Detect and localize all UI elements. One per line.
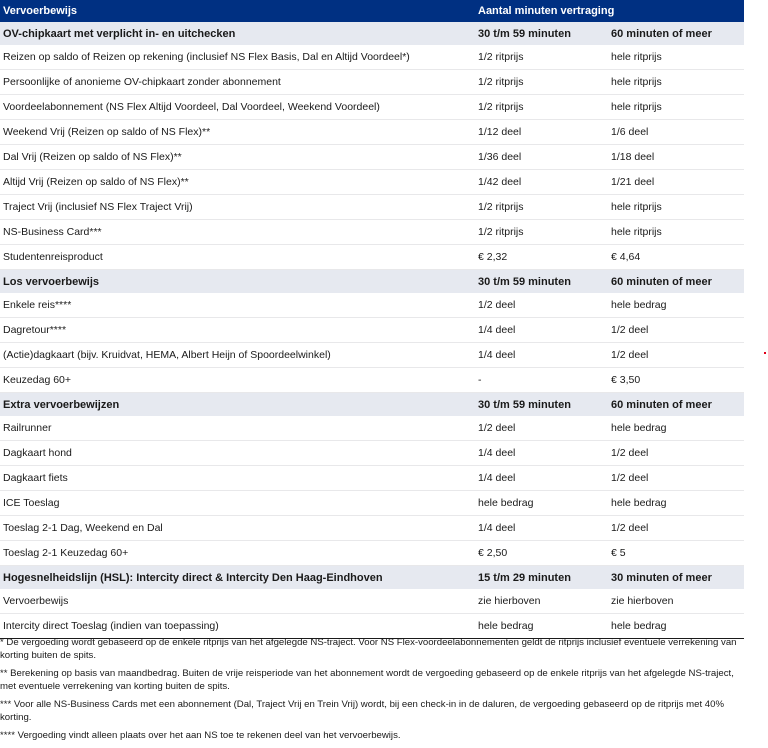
value-col-b: € 5: [608, 541, 744, 566]
row-label: Studentenreisproduct: [0, 245, 475, 270]
value-col-a: -: [475, 368, 608, 393]
row-label: Traject Vrij (inclusief NS Flex Traject Vrij): [0, 195, 475, 220]
value-col-a: 1/2 deel: [475, 416, 608, 441]
table-row: [0, 145, 744, 170]
row-label: NS-Business Card***: [0, 220, 475, 245]
row-label: Weekend Vrij (Reizen op saldo of NS Flex)**: [0, 120, 475, 145]
section-title: Extra vervoerbewijzen: [0, 393, 475, 417]
value-col-a: 1/4 deel: [475, 466, 608, 491]
value-col-a: 1/2 deel: [475, 293, 608, 318]
section-title: Hogesnelheidslijn (HSL): Intercity direct & Intercity Den Haag-Eindhoven: [0, 566, 475, 590]
table-row: [0, 195, 744, 220]
table-row: [0, 466, 744, 491]
value-col-b: hele bedrag: [608, 614, 744, 639]
table-row: [0, 293, 744, 318]
value-col-a: 1/4 deel: [475, 516, 608, 541]
row-label: ICE Toeslag: [0, 491, 475, 516]
value-col-a: zie hierboven: [475, 589, 608, 614]
value-col-b: 1/21 deel: [608, 170, 744, 195]
value-col-a: hele bedrag: [475, 614, 608, 639]
footnote-2: ** Berekening op basis van maandbedrag. Buiten de vrije reisperiode van het abonnement wordt de vergoeding gebaseerd op de enkele ritprijs van het afgelegde NS-traject, met eventuele verrekening van korting buiten de spits.: [0, 668, 734, 692]
row-label: Toeslag 2-1 Keuzedag 60+: [0, 541, 475, 566]
section-col-b: 60 minuten of meer: [608, 393, 744, 417]
value-col-b: € 3,50: [608, 368, 744, 393]
row-label: (Actie)dagkaart (bijv. Kruidvat, HEMA, Albert Heijn of Spoordeelwinkel): [0, 343, 475, 368]
row-label: Dagkaart fiets: [0, 466, 475, 491]
value-col-a: 1/4 deel: [475, 318, 608, 343]
section-header-row: [0, 566, 744, 590]
section-header-row: [0, 270, 744, 294]
value-col-a: 1/2 ritprijs: [475, 45, 608, 70]
row-label: Dagretour****: [0, 318, 475, 343]
section-header-row: [0, 22, 744, 45]
row-label: Keuzedag 60+: [0, 368, 475, 393]
value-col-a: € 2,50: [475, 541, 608, 566]
row-label: Toeslag 2-1 Dag, Weekend en Dal: [0, 516, 475, 541]
table-row: [0, 516, 744, 541]
footnote-4: **** Vergoeding vindt alleen plaats over het aan NS toe te rekenen deel van het vervoerbewijs.: [0, 730, 401, 741]
row-label: Altijd Vrij (Reizen op saldo of NS Flex)**: [0, 170, 475, 195]
section-title: OV-chipkaart met verplicht in- en uitchecken: [0, 22, 475, 45]
value-col-b: hele bedrag: [608, 416, 744, 441]
value-col-b: 1/2 deel: [608, 466, 744, 491]
row-label: Reizen op saldo of Reizen op rekening (inclusief NS Flex Basis, Dal en Altijd Voordeel*): [0, 45, 475, 70]
value-col-b: 1/2 deel: [608, 318, 744, 343]
section-header-row: [0, 393, 744, 417]
value-col-a: 1/36 deel: [475, 145, 608, 170]
table-row: [0, 318, 744, 343]
row-label: Intercity direct Toeslag (indien van toepassing): [0, 614, 475, 639]
row-label: Enkele reis****: [0, 293, 475, 318]
value-col-b: hele bedrag: [608, 491, 744, 516]
value-col-b: 1/18 deel: [608, 145, 744, 170]
table-row: [0, 170, 744, 195]
stray-red-dot: [764, 352, 766, 354]
value-col-a: 1/2 ritprijs: [475, 95, 608, 120]
table-row: [0, 95, 744, 120]
section-col-b: 60 minuten of meer: [608, 270, 744, 294]
value-col-a: 1/12 deel: [475, 120, 608, 145]
value-col-a: 1/4 deel: [475, 343, 608, 368]
header-label: Vervoerbewijs: [0, 0, 475, 22]
section-col-a: 30 t/m 59 minuten: [475, 270, 608, 294]
table-header-row: [0, 0, 744, 22]
table-row: [0, 368, 744, 393]
value-col-a: 1/2 ritprijs: [475, 70, 608, 95]
value-col-a: 1/2 ritprijs: [475, 220, 608, 245]
value-col-b: € 4,64: [608, 245, 744, 270]
value-col-b: hele ritprijs: [608, 45, 744, 70]
section-title: Los vervoerbewijs: [0, 270, 475, 294]
row-label: Dal Vrij (Reizen op saldo of NS Flex)**: [0, 145, 475, 170]
value-col-b: 1/2 deel: [608, 343, 744, 368]
value-col-b: hele ritprijs: [608, 195, 744, 220]
table-row: [0, 541, 744, 566]
value-col-a: 1/42 deel: [475, 170, 608, 195]
table-row: [0, 45, 744, 70]
section-col-b: 30 minuten of meer: [608, 566, 744, 590]
section-col-b: 60 minuten of meer: [608, 22, 744, 45]
section-col-a: 30 t/m 59 minuten: [475, 22, 608, 45]
row-label: Persoonlijke of anonieme OV-chipkaart zonder abonnement: [0, 70, 475, 95]
footnote-1: * De vergoeding wordt gebaseerd op de enkele ritprijs van het afgelegde NS-traject. Voor NS Flex-voordeelabonnementen geldt de ritprijs inclusief eventuele verrekening van korting buiten de spits.: [0, 637, 737, 661]
value-col-a: 1/2 ritprijs: [475, 195, 608, 220]
value-col-b: hele ritprijs: [608, 220, 744, 245]
table-row: [0, 589, 744, 614]
row-label: Railrunner: [0, 416, 475, 441]
table-row: [0, 491, 744, 516]
row-label: Dagkaart hond: [0, 441, 475, 466]
table-row: [0, 343, 744, 368]
value-col-a: 1/4 deel: [475, 441, 608, 466]
value-col-b: zie hierboven: [608, 589, 744, 614]
footnotes: [0, 636, 750, 747]
table-row: [0, 120, 744, 145]
value-col-b: 1/2 deel: [608, 441, 744, 466]
value-col-b: 1/2 deel: [608, 516, 744, 541]
row-label: Vervoerbewijs: [0, 589, 475, 614]
value-col-b: hele ritprijs: [608, 70, 744, 95]
value-col-b: hele ritprijs: [608, 95, 744, 120]
footnote-3: *** Voor alle NS-Business Cards met een abonnement (Dal, Traject Vrij en Trein Vrij) wordt, bij een check-in in de daluren, de vergoeding gebaseerd op de ritprijs met 40% korting.: [0, 699, 724, 723]
table-row: [0, 614, 744, 639]
section-col-a: 15 t/m 29 minuten: [475, 566, 608, 590]
value-col-a: € 2,32: [475, 245, 608, 270]
header-delay-title: Aantal minuten vertraging: [475, 0, 744, 22]
table-row: [0, 416, 744, 441]
table-row: [0, 441, 744, 466]
table-row: [0, 220, 744, 245]
table-row: [0, 245, 744, 270]
table-row: [0, 70, 744, 95]
value-col-b: 1/6 deel: [608, 120, 744, 145]
row-label: Voordeelabonnement (NS Flex Altijd Voordeel, Dal Voordeel, Weekend Voordeel): [0, 95, 475, 120]
value-col-a: hele bedrag: [475, 491, 608, 516]
section-col-a: 30 t/m 59 minuten: [475, 393, 608, 417]
value-col-b: hele bedrag: [608, 293, 744, 318]
